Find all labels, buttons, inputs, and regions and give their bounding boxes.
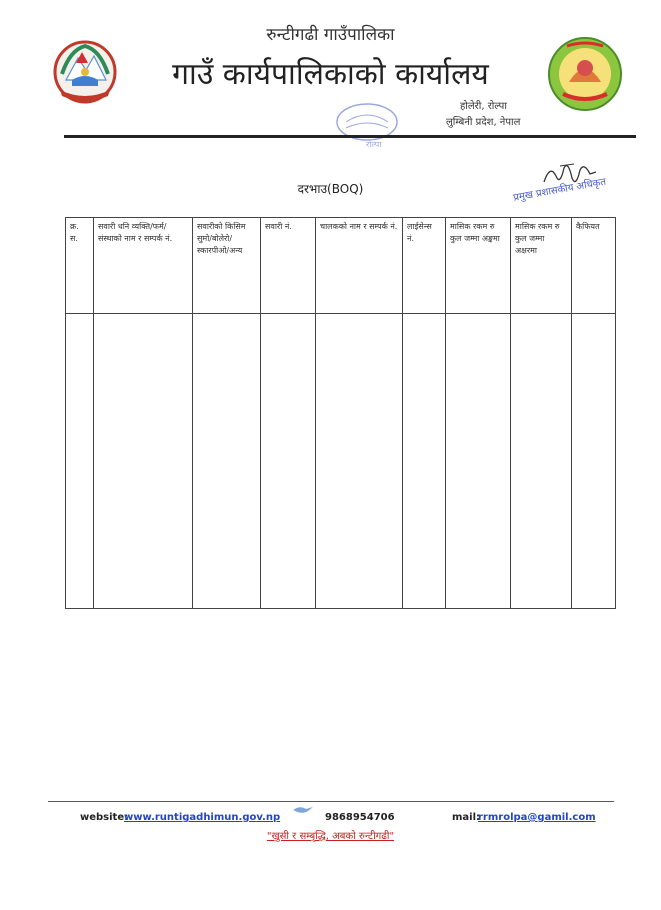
address-line-1: होलेरी, रोल्पा	[460, 101, 507, 112]
header-divider	[64, 135, 636, 138]
bird-icon	[292, 805, 314, 815]
column-header: मासिक रकम रु कुल जम्मा अक्षरमा	[511, 218, 572, 314]
table-header-row	[66, 218, 616, 314]
column-header: चालकको नाम र सम्पर्क नं.	[316, 218, 403, 314]
website-link[interactable]: www.runtigadhimun.gov.np	[124, 812, 281, 823]
table-cell	[193, 314, 261, 609]
column-header: मासिक रकम रु कुल जम्मा अङ्कमा	[446, 218, 511, 314]
signature-designation: प्रमुख प्रशासकीय अधिकृत	[512, 176, 607, 204]
stamp-text: रोल्पा	[366, 140, 382, 149]
table-cell	[316, 314, 403, 609]
email-link[interactable]: rrmrolpa@gamil.com	[478, 812, 596, 823]
column-header: क्र. स.	[66, 218, 94, 314]
table-row	[66, 314, 616, 609]
phone-number: 9868954706	[325, 812, 395, 823]
table-cell	[511, 314, 572, 609]
column-header: कैफियत	[572, 218, 616, 314]
column-header: सवारीको किसिम सुमो/बोलेरो/स्कारपीओ/अन्य	[193, 218, 261, 314]
office-name: गाउँ कार्यपालिकाको कार्यालय	[172, 57, 489, 92]
column-header: सवारी नं.	[261, 218, 316, 314]
table-cell	[446, 314, 511, 609]
document-title: दरभाउ(BOQ)	[297, 182, 364, 196]
table-cell	[261, 314, 316, 609]
table-cell	[572, 314, 616, 609]
table-cell	[94, 314, 193, 609]
website-label: website:	[80, 812, 129, 823]
boq-table	[65, 217, 616, 609]
email-label: mail:	[452, 812, 481, 823]
office-stamp	[330, 100, 405, 150]
table-cell	[66, 314, 94, 609]
column-header: लाईसेन्स नं.	[403, 218, 446, 314]
footer-divider	[48, 801, 614, 802]
address-line-2: लुम्बिनी प्रदेश, नेपाल	[446, 117, 521, 128]
slogan: "खुसी र सम्बृद्धि, अबको रुन्टीगढी"	[266, 831, 395, 842]
column-header: सवारी धनि व्यक्ति/फर्म/संस्थाको नाम र सम्पर्क नं.	[94, 218, 193, 314]
table-cell	[403, 314, 446, 609]
municipality-name: रुन्टीगढी गाउँपालिका	[266, 25, 395, 45]
